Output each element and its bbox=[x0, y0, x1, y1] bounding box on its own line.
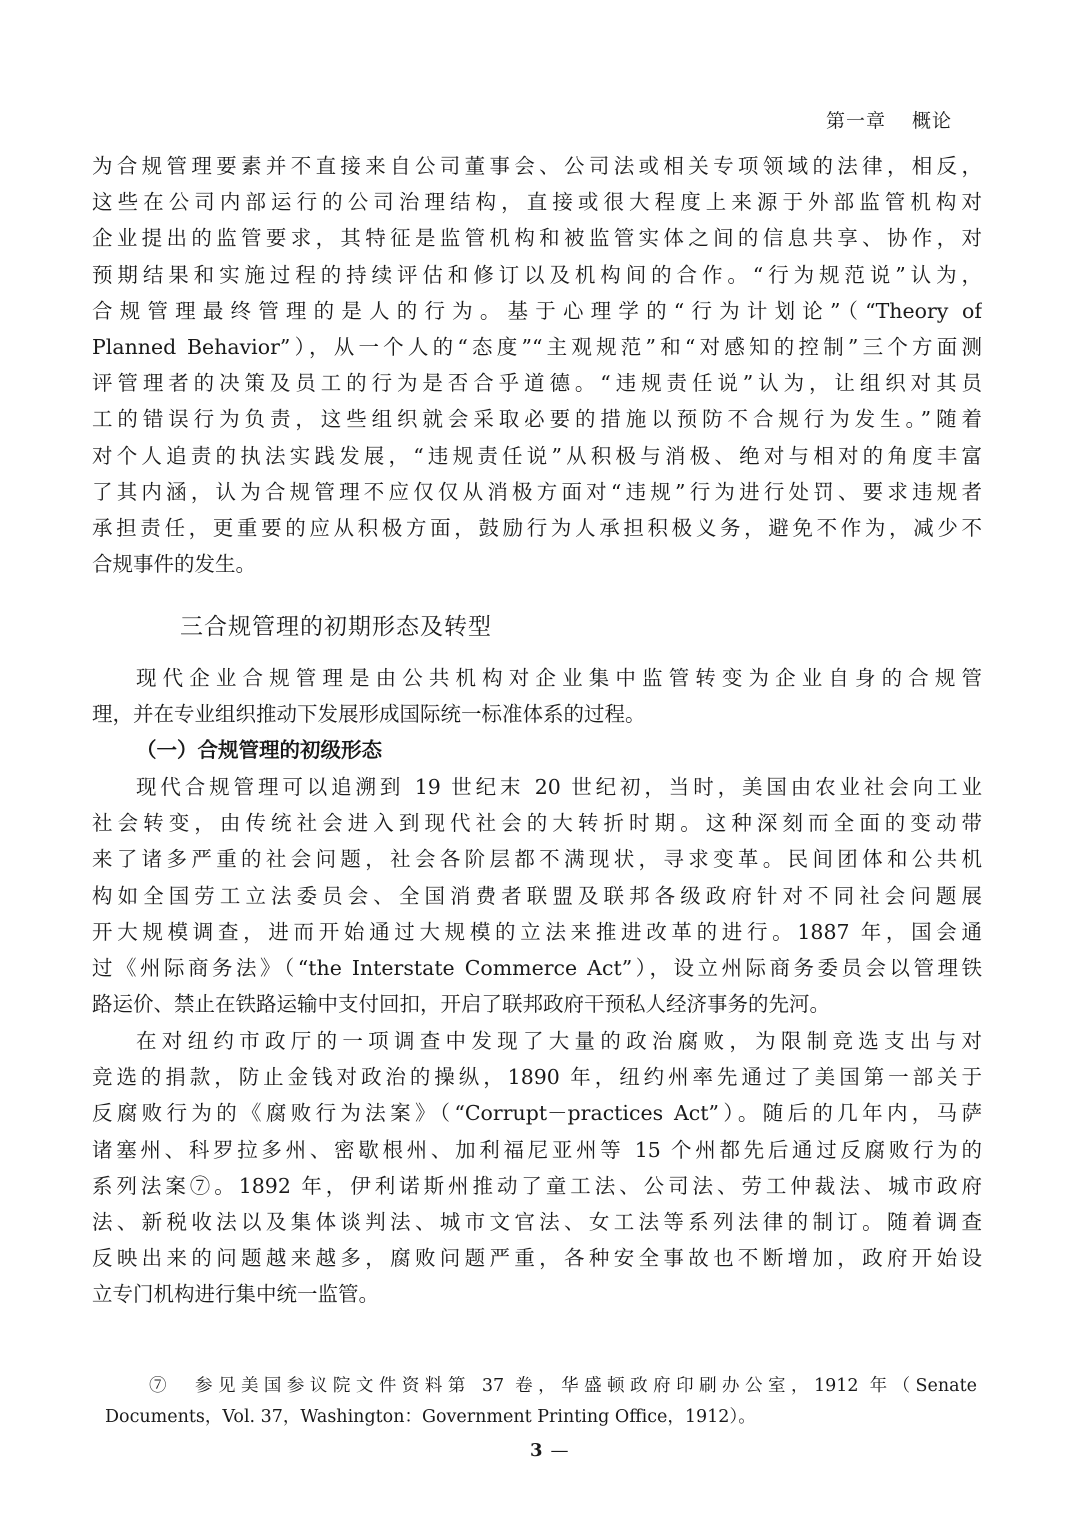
text-line: 这些在公司内部运行的公司治理结构，直接或很大程度上来源于外部监管机构对 bbox=[92, 190, 982, 215]
text-line: 合规事件的发生。 bbox=[92, 552, 256, 577]
text-line: 法、新税收法以及集体谈判法、城市文官法、女工法等系列法律的制订。随着调查 bbox=[92, 1209, 982, 1234]
chapter-label: 第一章 bbox=[826, 110, 887, 132]
text-line: 开大规模调查，进而开始通过大规模的立法来推进改革的进行。1887 年，国会通 bbox=[92, 919, 982, 944]
text-line: 承担责任，更重要的应从积极方面，鼓励行为人承担积极义务，避免不作为，减少不 bbox=[92, 515, 982, 540]
page-number-value: 3 bbox=[530, 1440, 543, 1461]
text-line: 工的错误行为负责，这些组织就会采取必要的措施以预防不合规行为发生。”随着 bbox=[92, 407, 982, 432]
text-line: 了其内涵，认为合规管理不应仅仅从消极方面对“违规”行为进行处罚、要求违规者 bbox=[92, 479, 982, 504]
text-line: 在对纽约市政厅的一项调查中发现了大量的政治腐败，为限制竞选支出与对 bbox=[136, 1029, 982, 1053]
footnote-line: Documents，Vol. 37，Washington：Government Printing Office，1912）。 bbox=[105, 1407, 756, 1427]
text-line: 理，并在专业组织推动下发展形成国际统一标准体系的过程。 bbox=[92, 702, 646, 727]
paragraph-4 bbox=[92, 1023, 982, 1313]
text-line: 诸塞州、科罗拉多州、密歇根州、加利福尼亚州等 15 个州都先后通过反腐败行为的 bbox=[92, 1137, 982, 1162]
section-title: 三合规管理的初期形态及转型 bbox=[180, 614, 492, 640]
text-line: 立专门机构进行集中统一监管。 bbox=[92, 1282, 379, 1307]
paragraph-1 bbox=[92, 148, 982, 582]
page-number-dash: — bbox=[550, 1440, 569, 1461]
text-line: 系列法案⑦。1892 年，伊利诺斯州推动了童工法、公司法、劳工仲裁法、城市政府 bbox=[92, 1173, 982, 1198]
text-line: 对个人追责的执法实践发展，“违规责任说”从积极与消极、绝对与相对的角度丰富 bbox=[92, 443, 982, 468]
text-line: 构如全国劳工立法委员会、全国消费者联盟及联邦各级政府针对不同社会问题展 bbox=[92, 883, 982, 908]
text-line: 合规管理最终管理的是人的行为。基于心理学的“行为计划论”（“Theory of bbox=[92, 298, 982, 323]
text-line: 社会转变，由传统社会进入到现代社会的大转折时期。这种深刻而全面的变动带 bbox=[92, 811, 982, 836]
text-line: 竞选的捐款，防止金钱对政治的操纵，1890 年，纽约州率先通过了美国第一部关于 bbox=[92, 1065, 982, 1090]
text-line: 过《州际商务法》（“the Interstate Commerce Act”），设立州际商务委员会以管理铁 bbox=[92, 955, 982, 980]
subheading: （一）合规管理的初级形态 bbox=[136, 738, 382, 763]
text-line: 为合规管理要素并不直接来自公司董事会、公司法或相关专项领域的法律，相反， bbox=[92, 154, 982, 178]
text-line: 反腐败行为的《腐败行为法案》（“Corrupt－practices Act”）。随后的几年内，马萨 bbox=[92, 1101, 982, 1126]
text-line: 反映出来的问题越来越多，腐败问题严重，各种安全事故也不断增加，政府开始设 bbox=[92, 1246, 982, 1271]
paragraph-2 bbox=[92, 660, 982, 769]
text-line: 路运价、禁止在铁路运输中支付回扣，开启了联邦政府干预私人经济事务的先河。 bbox=[92, 992, 830, 1017]
text-line: 现代企业合规管理是由公共机构对企业集中监管转变为企业自身的合规管 bbox=[136, 666, 982, 690]
text-line: 企业提出的监管要求，其特征是监管机构和被监管实体之间的信息共享、协作，对 bbox=[92, 226, 982, 251]
running-head bbox=[826, 106, 986, 133]
text-line: 现代合规管理可以追溯到 19 世纪末 20 世纪初，当时，美国由农业社会向工业 bbox=[136, 775, 982, 799]
paragraph-3 bbox=[92, 769, 982, 1022]
text-line: 评管理者的决策及员工的行为是否合乎道德。“违规责任说”认为，让组织对其员 bbox=[92, 371, 982, 396]
chapter-title: 概论 bbox=[912, 110, 953, 132]
footnote-line: ⑦ 参见美国参议院文件资料第 37 卷，华盛顿政府印刷办公室，1912 年（Senate bbox=[149, 1376, 977, 1396]
page-number bbox=[530, 1440, 569, 1461]
text-line: 来了诸多严重的社会问题，社会各阶层都不满现状，寻求变革。民间团体和公共机 bbox=[92, 847, 982, 872]
text-line: Planned Behavior”），从一个人的“态度”“主观规范”和“对感知的控制”三个方面测 bbox=[92, 334, 982, 359]
text-line: 预期结果和实施过程的持续评估和修订以及机构间的合作。“行为规范说”认为， bbox=[92, 262, 982, 287]
